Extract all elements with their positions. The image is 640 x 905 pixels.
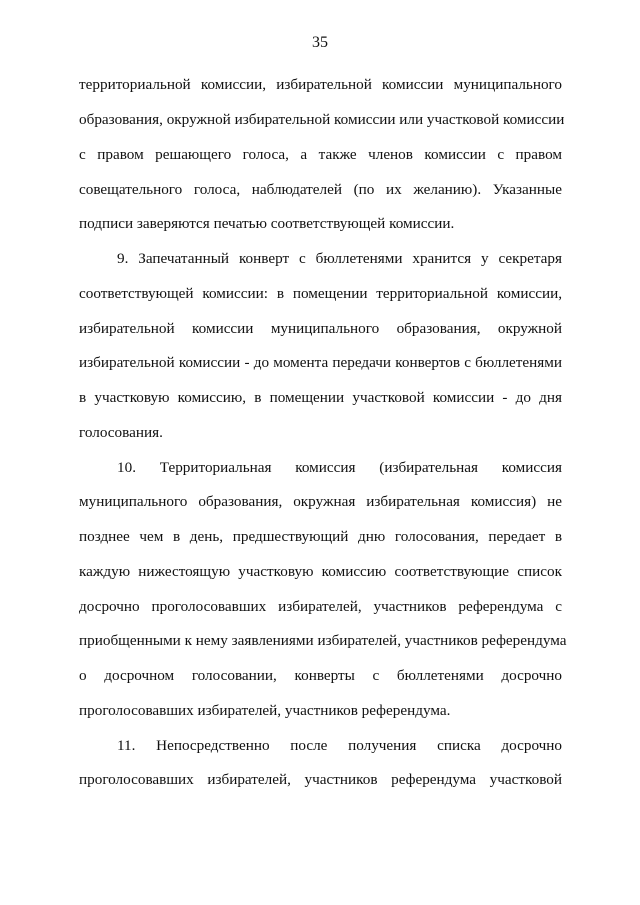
text-line: в участковую комиссию, в помещении участковой комиссии - до дня xyxy=(79,389,562,406)
text-line: о досрочном голосовании, конверты с бюллетенями досрочно xyxy=(79,667,562,684)
page-number: 35 xyxy=(312,34,328,51)
text-line: подписи заверяются печатью соответствующей комиссии. xyxy=(79,215,455,232)
text-line: досрочно проголосовавших избирателей, участников референдума с xyxy=(79,598,562,615)
text-line: голосования. xyxy=(79,424,163,441)
paragraph-9-first-line: 9. Запечатанный конверт с бюллетенями хранится у секретаря xyxy=(117,250,562,267)
text-line: муниципального образования, окружная избирательная комиссия) не xyxy=(79,493,562,510)
text-line: приобщенными к нему заявлениями избирателей, участников референдума xyxy=(79,632,567,649)
text-line: проголосовавших избирателей, участников референдума участковой xyxy=(79,771,562,788)
text-line: образования, окружной избирательной комиссии или участковой комиссии xyxy=(79,111,565,128)
paragraph-11-first-line: 11. Непосредственно после получения списка досрочно xyxy=(117,737,562,754)
text-line: соответствующей комиссии: в помещении территориальной комиссии, xyxy=(79,285,562,302)
text-line: с правом решающего голоса, а также членов комиссии с правом xyxy=(79,146,562,163)
text-line: каждую нижестоящую участковую комиссию соответствующие список xyxy=(79,563,562,580)
text-line: проголосовавших избирателей, участников референдума. xyxy=(79,702,451,719)
text-line: избирательной комиссии - до момента передачи конвертов с бюллетенями xyxy=(79,354,562,371)
text-line: позднее чем в день, предшествующий дню голосования, передает в xyxy=(79,528,562,545)
text-line: избирательной комиссии муниципального образования, окружной xyxy=(79,320,562,337)
paragraph-10-first-line: 10. Территориальная комиссия (избирательная комиссия xyxy=(117,459,562,476)
text-line: территориальной комиссии, избирательной комиссии муниципального xyxy=(79,76,562,93)
text-line: совещательного голоса, наблюдателей (по их желанию). Указанные xyxy=(79,181,562,198)
